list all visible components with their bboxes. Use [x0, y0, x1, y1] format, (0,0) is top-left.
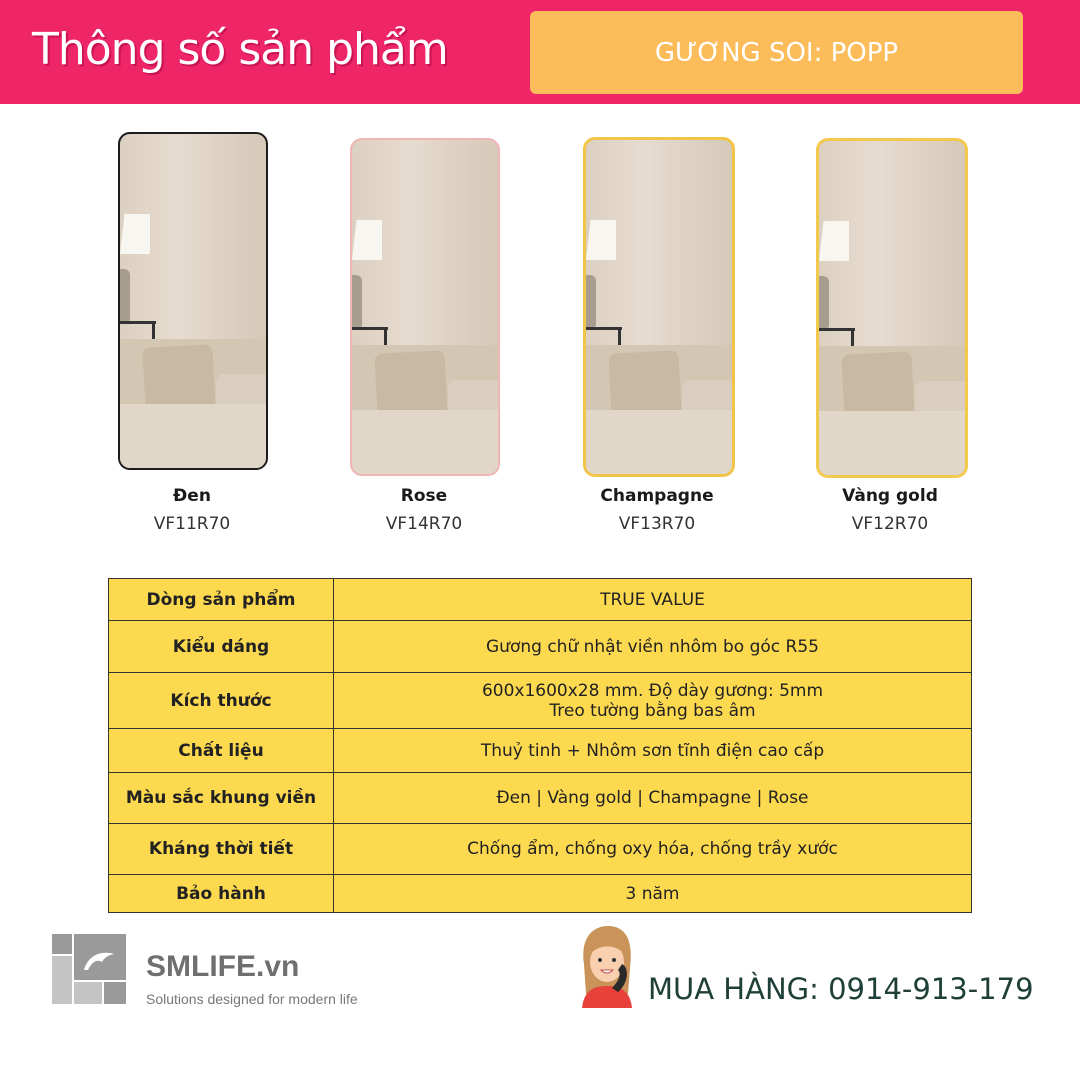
product-code: VF13R70	[618, 514, 696, 534]
table-row	[109, 621, 972, 673]
mirror-image-black	[118, 132, 268, 470]
product-name: Vàng gold	[842, 486, 938, 506]
mirror-image-champagne	[583, 137, 735, 477]
spec-value	[334, 673, 972, 729]
product-code: VF11R70	[153, 514, 231, 534]
spec-value: Thuỷ tinh + Nhôm sơn tĩnh điện cao cấp	[334, 729, 972, 773]
product-code: VF12R70	[851, 514, 929, 534]
table-row	[109, 773, 972, 824]
spec-key: Kích thước	[109, 673, 334, 729]
table-row	[109, 875, 972, 913]
mirror-image-rose	[350, 138, 500, 476]
spec-value: 3 năm	[334, 875, 972, 913]
spec-key: Dòng sản phẩm	[109, 579, 334, 621]
page-title: Thông số sản phẩm	[32, 24, 448, 75]
spec-value: Đen | Vàng gold | Champagne | Rose	[334, 773, 972, 824]
product-name: Rose	[400, 486, 448, 506]
spec-key: Kháng thời tiết	[109, 824, 334, 875]
table-row	[109, 579, 972, 621]
brand-tagline: Solutions designed for modern life	[146, 991, 358, 1007]
spec-key: Kiểu dáng	[109, 621, 334, 673]
spec-value: TRUE VALUE	[334, 579, 972, 621]
phone-operator-avatar-icon	[578, 924, 636, 1008]
table-row	[109, 824, 972, 875]
spec-value-line: Treo tường bằng bas âm	[549, 700, 756, 721]
spec-key: Bảo hành	[109, 875, 334, 913]
product-name: Champagne	[600, 486, 714, 506]
product-name: Đen	[173, 486, 211, 506]
spec-value: Chống ẩm, chống oxy hóa, chống trầy xước	[334, 824, 972, 875]
product-code: VF14R70	[385, 514, 463, 534]
table-row	[109, 729, 972, 773]
dolphin-icon	[80, 944, 120, 974]
spec-value-line: 600x1600x28 mm. Độ dày gương: 5mm	[481, 680, 824, 701]
spec-table	[108, 578, 972, 913]
product-line-badge: GƯƠNG SOI: POPP	[530, 11, 1023, 94]
spec-value: Gương chữ nhật viền nhôm bo góc R55	[334, 621, 972, 673]
mirror-image-gold	[816, 138, 968, 478]
spec-key: Chất liệu	[109, 729, 334, 773]
spec-key: Màu sắc khung viền	[109, 773, 334, 824]
header-banner	[0, 0, 1080, 104]
hotline-text[interactable]: MUA HÀNG: 0914-913-179	[648, 972, 1034, 1006]
table-row	[109, 673, 972, 729]
brand-name: SMLIFE.vn	[146, 950, 300, 983]
smlife-logo-icon	[52, 934, 126, 1004]
